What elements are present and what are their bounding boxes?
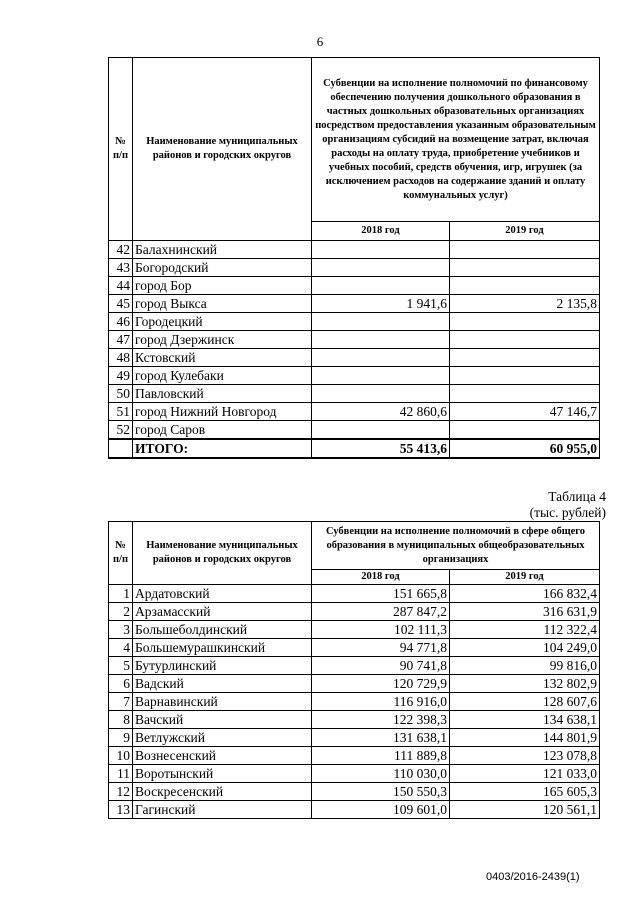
row-number: 8 xyxy=(109,711,133,729)
row-value-2019 xyxy=(450,349,600,367)
total-value-2018: 55 413,6 xyxy=(312,439,450,458)
row-value-2018: 116 916,0 xyxy=(312,693,450,711)
row-value-2019 xyxy=(450,385,600,403)
table-row xyxy=(109,801,600,819)
row-number: 44 xyxy=(109,277,133,295)
row-value-2018: 1 941,6 xyxy=(312,295,450,313)
row-name: Богородский xyxy=(133,259,312,277)
row-value-2019: 104 249,0 xyxy=(450,639,600,657)
row-value-2019 xyxy=(450,421,600,440)
row-value-2018: 110 030,0 xyxy=(312,765,450,783)
col-subject-header: Субвенции на исполнение полномочий по финансовому обеспечению получения дошкольного образования в частных дошкольных образовательных организациях посредством предоставления указанным образовательным организациям субсидий на возмещение затрат, включая расходы на оплату труда, приобретение учебников и учебных пособий, средств обучения, игр, игрушек (за исключением расходов на содержание зданий и оплату коммунальных услуг) xyxy=(312,58,600,222)
row-value-2018: 42 860,6 xyxy=(312,403,450,421)
row-name: город Кулебаки xyxy=(133,367,312,385)
row-value-2018 xyxy=(312,277,450,295)
table-row xyxy=(109,295,600,313)
row-number: 7 xyxy=(109,693,133,711)
table-row xyxy=(109,259,600,277)
row-number: 3 xyxy=(109,621,133,639)
row-name: Ардатовский xyxy=(133,585,312,603)
col-subject-header: Субвенции на исполнение полномочий в сфере общего образования в муниципальных общеобразовательных организациях xyxy=(312,522,600,570)
table-row xyxy=(109,711,600,729)
row-value-2019: 2 135,8 xyxy=(450,295,600,313)
col-number-header: № п/п xyxy=(109,522,133,585)
row-value-2019 xyxy=(450,277,600,295)
row-number: 5 xyxy=(109,657,133,675)
table-row xyxy=(109,729,600,747)
total-number-cell xyxy=(109,439,133,458)
row-number: 46 xyxy=(109,313,133,331)
row-value-2018 xyxy=(312,349,450,367)
col-2018-header: 2018 год xyxy=(312,222,450,241)
col-2019-header: 2019 год xyxy=(450,222,600,241)
row-number: 48 xyxy=(109,349,133,367)
row-number: 47 xyxy=(109,331,133,349)
row-value-2019: 134 638,1 xyxy=(450,711,600,729)
row-value-2018: 287 847,2 xyxy=(312,603,450,621)
total-row xyxy=(109,439,600,458)
table-row xyxy=(109,765,600,783)
row-value-2019: 121 033,0 xyxy=(450,765,600,783)
row-value-2019: 144 801,9 xyxy=(450,729,600,747)
row-name: город Бор xyxy=(133,277,312,295)
table-row xyxy=(109,657,600,675)
table-row xyxy=(109,603,600,621)
table-row xyxy=(109,403,600,421)
row-name: Гагинский xyxy=(133,801,312,819)
row-number: 10 xyxy=(109,747,133,765)
row-value-2018 xyxy=(312,259,450,277)
row-name: Большемурашкинский xyxy=(133,639,312,657)
row-name: Большеболдинский xyxy=(133,621,312,639)
table-row xyxy=(109,241,600,259)
row-number: 43 xyxy=(109,259,133,277)
row-name: город Выкса xyxy=(133,295,312,313)
row-value-2018: 122 398,3 xyxy=(312,711,450,729)
row-name: Ветлужский xyxy=(133,729,312,747)
row-value-2018: 150 550,3 xyxy=(312,783,450,801)
table-row xyxy=(109,421,600,440)
col-name-header: Наименование муниципальных районов и городских округов xyxy=(133,522,312,585)
row-value-2019: 112 322,4 xyxy=(450,621,600,639)
table-row xyxy=(109,747,600,765)
row-number: 11 xyxy=(109,765,133,783)
row-name: Варнавинский xyxy=(133,693,312,711)
row-name: Павловский xyxy=(133,385,312,403)
row-number: 45 xyxy=(109,295,133,313)
row-value-2019: 47 146,7 xyxy=(450,403,600,421)
row-value-2018 xyxy=(312,313,450,331)
row-value-2018 xyxy=(312,331,450,349)
row-name: Арзамасский xyxy=(133,603,312,621)
row-value-2018: 90 741,8 xyxy=(312,657,450,675)
row-value-2018 xyxy=(312,241,450,259)
table-row xyxy=(109,675,600,693)
table-row xyxy=(109,367,600,385)
general-education-subventions-table xyxy=(108,521,600,819)
total-label: ИТОГО: xyxy=(133,439,312,458)
col-2018-header: 2018 год xyxy=(312,570,450,585)
row-value-2019: 123 078,8 xyxy=(450,747,600,765)
row-value-2018: 94 771,8 xyxy=(312,639,450,657)
table-row xyxy=(109,621,600,639)
row-number: 1 xyxy=(109,585,133,603)
row-value-2018: 111 889,8 xyxy=(312,747,450,765)
row-name: Городецкий xyxy=(133,313,312,331)
row-value-2018: 151 665,8 xyxy=(312,585,450,603)
row-value-2019: 166 832,4 xyxy=(450,585,600,603)
row-value-2019 xyxy=(450,259,600,277)
row-value-2018: 120 729,9 xyxy=(312,675,450,693)
row-number: 52 xyxy=(109,421,133,440)
row-value-2019: 128 607,6 xyxy=(450,693,600,711)
table-row xyxy=(109,639,600,657)
row-value-2019 xyxy=(450,313,600,331)
row-value-2019 xyxy=(450,367,600,385)
row-value-2018: 131 638,1 xyxy=(312,729,450,747)
row-name: Кстовский xyxy=(133,349,312,367)
row-value-2018: 102 111,3 xyxy=(312,621,450,639)
table-row xyxy=(109,783,600,801)
row-value-2019: 165 605,3 xyxy=(450,783,600,801)
col-number-header: № п/п xyxy=(109,58,133,241)
row-value-2018 xyxy=(312,421,450,440)
row-value-2018 xyxy=(312,367,450,385)
table-row xyxy=(109,313,600,331)
row-name: город Нижний Новгород xyxy=(133,403,312,421)
row-value-2019: 99 816,0 xyxy=(450,657,600,675)
row-number: 49 xyxy=(109,367,133,385)
page-number: 6 xyxy=(316,34,324,49)
table-units: (тыс. рублей) xyxy=(529,505,606,520)
total-value-2019: 60 955,0 xyxy=(450,439,600,458)
row-number: 6 xyxy=(109,675,133,693)
table-row xyxy=(109,385,600,403)
preschool-subventions-table xyxy=(108,57,600,459)
row-number: 42 xyxy=(109,241,133,259)
table-row xyxy=(109,277,600,295)
row-number: 2 xyxy=(109,603,133,621)
row-name: Бутурлинский xyxy=(133,657,312,675)
row-name: Воротынский xyxy=(133,765,312,783)
row-number: 51 xyxy=(109,403,133,421)
col-2019-header: 2019 год xyxy=(450,570,600,585)
row-value-2018: 109 601,0 xyxy=(312,801,450,819)
row-value-2019: 132 802,9 xyxy=(450,675,600,693)
row-name: Воскресенский xyxy=(133,783,312,801)
table-caption: Таблица 4 xyxy=(548,489,606,504)
table-row xyxy=(109,331,600,349)
row-name: Вачский xyxy=(133,711,312,729)
row-name: Вознесенский xyxy=(133,747,312,765)
row-value-2019 xyxy=(450,331,600,349)
row-number: 12 xyxy=(109,783,133,801)
row-number: 4 xyxy=(109,639,133,657)
row-value-2018 xyxy=(312,385,450,403)
row-name: город Дзержинск xyxy=(133,331,312,349)
row-value-2019: 120 561,1 xyxy=(450,801,600,819)
row-value-2019 xyxy=(450,241,600,259)
row-value-2019: 316 631,9 xyxy=(450,603,600,621)
row-number: 13 xyxy=(109,801,133,819)
row-name: город Саров xyxy=(133,421,312,440)
document-code: 0403/2016-2439(1) xyxy=(486,871,580,883)
table-row xyxy=(109,585,600,603)
row-name: Балахнинский xyxy=(133,241,312,259)
row-name: Вадский xyxy=(133,675,312,693)
row-number: 9 xyxy=(109,729,133,747)
table-row xyxy=(109,693,600,711)
table-row xyxy=(109,349,600,367)
row-number: 50 xyxy=(109,385,133,403)
col-name-header: Наименование муниципальных районов и городских округов xyxy=(133,58,312,241)
